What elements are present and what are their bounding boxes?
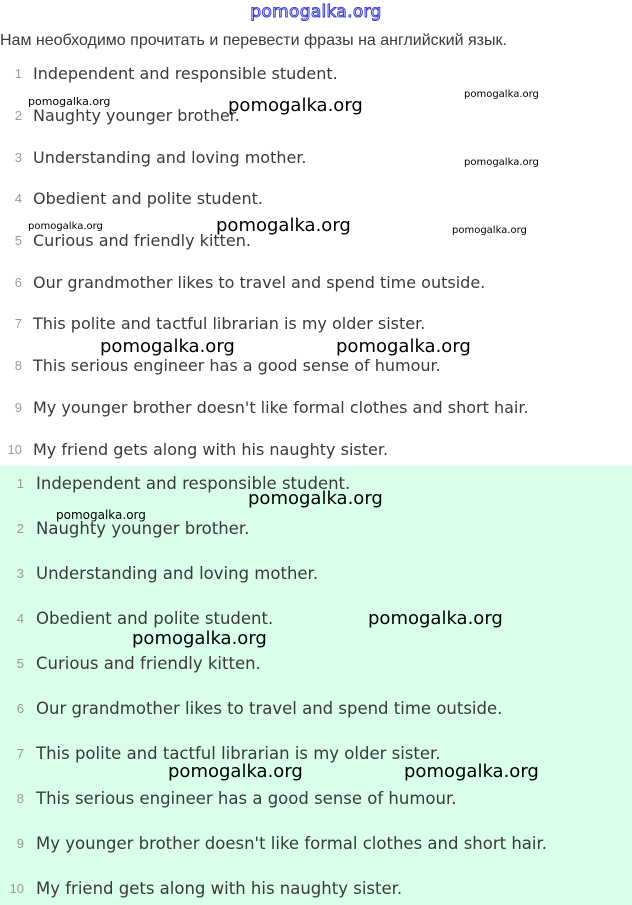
watermark: pomogalka.org — [248, 488, 383, 509]
watermark: pomogalka.org — [464, 89, 539, 100]
line-number: 4 — [14, 191, 22, 206]
phrase-text: My friend gets along with his naughty sister. — [36, 879, 403, 898]
phrase-text: This polite and tactful librarian is my older sister. — [33, 314, 426, 333]
watermark: pomogalka.org — [452, 225, 527, 236]
watermark: pomogalka.org — [368, 608, 503, 629]
phrase-text: Our grandmother likes to travel and spend time outside. — [33, 273, 486, 292]
phrase-text: My younger brother doesn't like formal clothes and short hair. — [33, 398, 529, 417]
watermark: pomogalka.org — [404, 761, 539, 782]
watermark: pomogalka.org — [464, 157, 539, 168]
phrase-text: My younger brother doesn't like formal clothes and short hair. — [36, 834, 548, 853]
phrase-text: Obedient and polite student. — [33, 189, 264, 208]
line-number: 1 — [16, 476, 24, 491]
line-number: 9 — [14, 400, 22, 415]
line-number: 8 — [14, 358, 22, 373]
watermark: pomogalka.org — [216, 215, 351, 236]
watermark: pomogalka.org — [168, 761, 303, 782]
line-number: 3 — [14, 150, 22, 165]
phrase-text: This polite and tactful librarian is my older sister. — [36, 744, 441, 763]
line-number: 3 — [16, 566, 24, 581]
watermark: pomogalka.org — [132, 628, 267, 649]
line-number: 4 — [16, 611, 24, 626]
line-number: 2 — [16, 521, 24, 536]
line-number: 9 — [16, 836, 24, 851]
line-number: 5 — [16, 656, 24, 671]
line-number: 1 — [14, 66, 22, 81]
phrase-text: Curious and friendly kitten. — [36, 654, 261, 673]
phrase-text: Naughty younger brother. — [36, 519, 250, 538]
line-number: 6 — [14, 275, 22, 290]
phrase-text: Understanding and loving mother. — [33, 148, 307, 167]
phrase-text: Understanding and loving mother. — [36, 564, 319, 583]
phrase-text: Naughty younger brother. — [33, 106, 240, 125]
phrase-text: Obedient and polite student. — [36, 609, 274, 628]
phrase-text: Independent and responsible student. — [36, 474, 351, 493]
phrase-text: Independent and responsible student. — [33, 64, 338, 83]
phrase-text: My friend gets along with his naughty sister. — [33, 440, 389, 459]
line-number: 5 — [14, 233, 22, 248]
phrase-list-b — [0, 466, 632, 905]
watermark: pomogalka.org — [228, 95, 363, 116]
watermark: pomogalka.org — [100, 336, 235, 357]
line-number: 2 — [14, 108, 22, 123]
site-title: pomogalka.org — [250, 2, 382, 22]
phrase-text: Curious and friendly kitten. — [33, 231, 251, 250]
phrase-text: This serious engineer has a good sense of humour. — [36, 789, 457, 808]
line-number: 10 — [9, 881, 24, 896]
line-number: 7 — [14, 316, 22, 331]
instruction-text: Нам необходимо прочитать и перевести фразы на английский язык. — [0, 32, 507, 49]
line-number: 10 — [7, 442, 22, 457]
watermark: pomogalka.org — [56, 508, 146, 522]
line-number: 6 — [16, 701, 24, 716]
line-number: 7 — [16, 746, 24, 761]
phrase-text: Our grandmother likes to travel and spend time outside. — [36, 699, 503, 718]
watermark: pomogalka.org — [28, 221, 103, 232]
watermark: pomogalka.org — [336, 336, 471, 357]
watermark: pomogalka.org — [28, 95, 111, 108]
phrase-text: This serious engineer has a good sense of humour. — [33, 356, 441, 375]
line-number: 8 — [16, 791, 24, 806]
